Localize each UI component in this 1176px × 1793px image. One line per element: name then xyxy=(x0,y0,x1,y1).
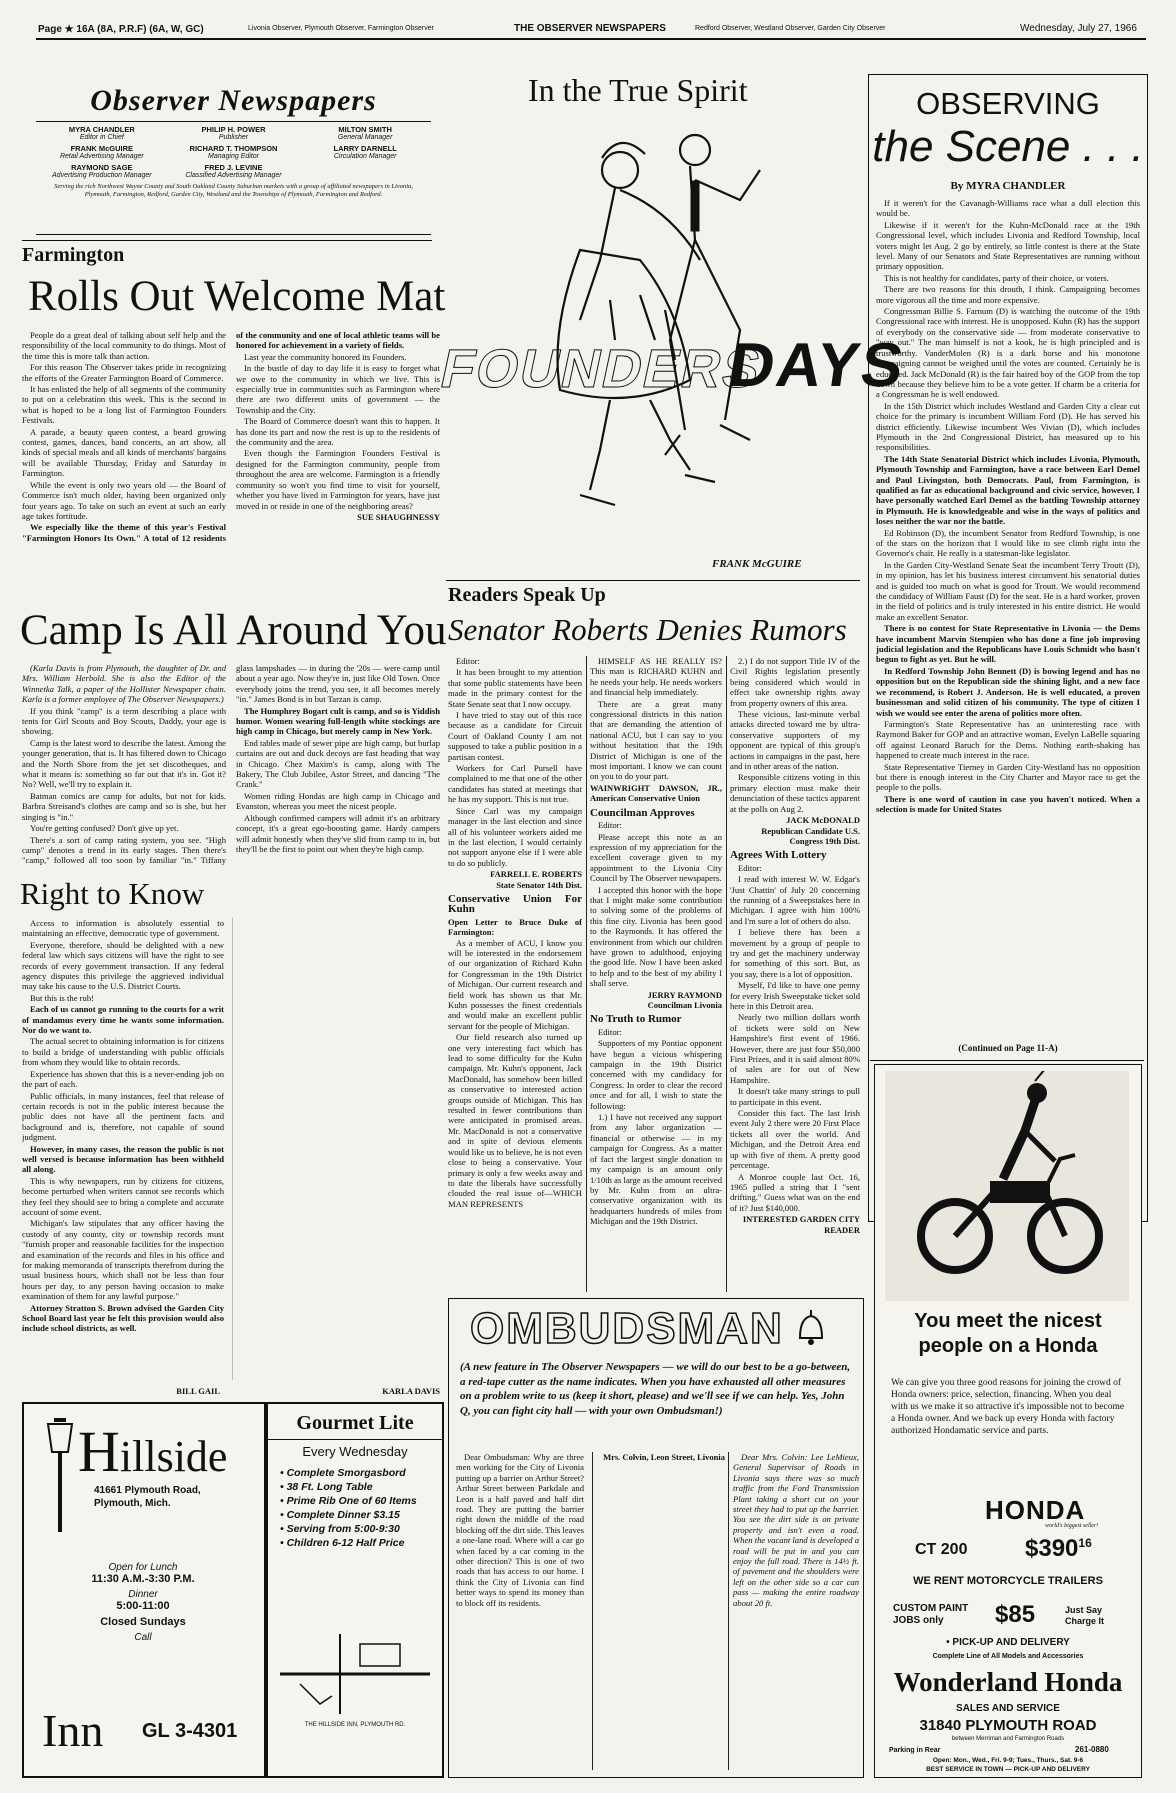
readers-kicker: Readers Speak Up xyxy=(448,584,606,606)
honda-brand-tag: world's biggest seller! xyxy=(1045,1523,1099,1529)
farmington-kicker: Farmington xyxy=(22,244,125,266)
letter-signature: Republican Candidate U.S. Congress 19th Dist. xyxy=(761,825,860,846)
page-number: Page ★ 16A (8A, P.R.F) (6A, W, GC) xyxy=(38,24,204,35)
letter-paragraph: 2.) I do not support Title IV of the Civil Rights legislation presently being considered which would in effect take ownership rights away from property owners of this area. xyxy=(730,656,860,708)
letter-paragraph: I read with interest W. W. Edgar's 'Just Chattin' of July 20 concerning the running of a Sweepstakes here in Michigan. I agree with him 100% and I'm sure a lot of others do also. xyxy=(730,874,860,926)
letter-paragraph: Responsible citizens voting in this primary election must make their denunciation of these tactics apparent at the polls on Aug 2. xyxy=(730,772,860,814)
letter-paragraph: I believe there has been a movement by a group of people to try and get the machinery underway for something of this sort. But, as you say, there is a lot of opposition. xyxy=(730,927,860,979)
farmington-headline: Rolls Out Welcome Mat xyxy=(28,273,446,320)
header-date: Wednesday, July 27, 1966 xyxy=(1020,23,1137,34)
readers-col2 xyxy=(590,656,727,1292)
ombudsman-letter-col: Dear Ombudsman: Why are three men working for the City of Livonia putting up a barrier on Arthur Street? Arthur Street between Parkdale and Leon is a half paved and half dirt road. They are putting the barrier right down the middle of the road blocking off the dirt side. This leaves a one-lane road. Where will a car go when faced by a car coming in the other direction? This is one of two roads that has access to our home. I think the City of Livonia can find better ways to spend its money than to block off its residents. xyxy=(456,1452,584,1608)
letter-paragraph: Please accept this note as an expression of my appreciation for the excellent coverage given to my appointment to the Livonia City Council by The Observer newspapers. xyxy=(590,831,722,884)
true-spirit-headline: In the True Spirit xyxy=(528,72,748,108)
gourmet-item: • Complete Dinner $3.15 xyxy=(280,1509,400,1521)
letter-subheading: Agrees With Lottery xyxy=(730,849,827,862)
letter-paragraph: There are a great many congressional districts in this nation that are demanding the attention of national ACU, but I can say to you without hesitation that the 19th District of Michigan is one of the most important. I know we can count on you to do your part. xyxy=(590,698,722,782)
honda-body: We can give you three good reasons for joining the crowd of Honda owners: price, selection, financing. When you deal with us we make it so attractive it's impossible not to become a Honda owner. And we back up every Honda with factory authorized Hondamatic service and parts. xyxy=(891,1378,1125,1436)
letter-paragraph: HIMSELF AS HE REALLY IS? This man is RICHARD KUHN and he needs your help. He needs workers and financial help immediately. xyxy=(590,656,722,698)
motorcycle-photo xyxy=(885,1071,1129,1301)
letter-signature: State Senator 14th Dist. xyxy=(496,879,582,890)
location-map xyxy=(280,1634,430,1714)
left-papers: Livonia Observer, Plymouth Observer, Farmington Observer xyxy=(248,25,434,32)
gourmet-title: Gourmet Lite xyxy=(296,1412,414,1434)
farmington-body: People do a great deal of talking about self help and the responsibility of the local community to do things. Most of the time this is more talk than action. For this reason The Observer takes pride in recognizing the efforts of the Greater Farmington Board of Commerce. It has enlisted the help of all segments of the community to put on a celebration this week. This is the second in what is hoped to be a long list of Farmington Founders Festivals. A parade, a beauty queen contest, a beard growing contest, games, dances, band concerts, an art show, all kinds of special meals and all kinds of merchants' bargains will be available Thursday, Friday and Saturday in Farmington. While the event is only two years old — the Board of Commerce isn't much older, having been organized only four years ago. To take on such an event at such an early age takes fortitude. We especially like the theme of this year's Festival "Farmington Honors Its Own." A total of 12 residents of the community and one of local athletic teams will be honored for achievement in a variety of fields. Last year the community honored its Founders. In the bustle of day to day life it is easy to forget what we owe to the community in which we live. This is especially true in communities such as Farmington where there are two different units of government — the Township and the City. The Board of Commerce doesn't want this to happen. It has done its part and now the rest is up to the residents of the community and the area. Even though the Farmington Founders Festival is designed for the Farmington community, people from throughout the area are welcome. Farmington is a friendly community so won't you find time to visit for yourself, whether you have lived in Farmington for years, have just moved in or reside in one of the neighboring areas? SUE SHAUGHNESSY xyxy=(22,330,440,543)
ombudsman-signer-col: Mrs. Colvin, Leon Street, Livonia xyxy=(592,1452,725,1770)
letter-paragraph: Editor: xyxy=(456,656,480,666)
readers-col1 xyxy=(448,656,587,1292)
honda-models-line: Complete Line of All Models and Accessories xyxy=(932,1653,1084,1660)
ombudsman-title: OMBUDSMAN xyxy=(470,1304,784,1353)
observing-continued: (Continued on Page 11-A) xyxy=(958,1043,1058,1053)
right-to-know-headline: Right to Know xyxy=(20,876,205,911)
ombudsman-intro: (A new feature in The Observer Newspapers — we will do our best to be a go-between, a red-tape cutter as the name indicates. When you have exhausted all other measures on a problem write to us (keep it short, please) and we'll see if we can help. Yes, John Q, you can fight city hall — with your own Ombudsman!) xyxy=(460,1361,851,1417)
letter-paragraph: It has been brought to my attention that some public statements have been made in the primary contest for the State Senate seat that I now occupy. xyxy=(448,667,582,709)
hillside-inn: Inn xyxy=(42,1705,104,1756)
letter-paragraph: As a member of ACU, I know you will be interested in the endorsement of our organization of Richard Kuhn for Congressman in the 19th District of Michigan. Our current research and field work has shown us that Mr. Kuhn possesses the finest credentials and would make an excellent public servant for the people of Michigan. xyxy=(448,937,582,1031)
letter-paragraph: I have tried to stay out of this race because as a candidate for Circuit Court of Oakland County I am not supposed to take a public position in a partisan contest. xyxy=(448,710,582,762)
camp-note xyxy=(232,918,441,1380)
letter-paragraph: Since Carl was my campaign manager in the last election and since all of his volunteer workers aided me in the last election, I would certainly not support anyone else if I were able to do so publicly. xyxy=(448,805,582,868)
masthead: Observer Newspapers MYRA CHANDLER Editor in Chief PHILIP H. POWER Publisher MILTON SMITH General Manager FRANK McGUIRE Retail Advertising Manager RICHARD T. THOMPSON Managing Editor LARRY DARNELL Circulation Manager RAYMOND SAGE Advertising Production Manager FRED J. LEVINE Classified Advertising Manager Serving the rich Northwest Wayne County and South Oakland County Suburban markets with a group of affiliated newspapers in Livonia, Plymouth, Farmington, Redford, Garden City, Westland and the Townships of Plymouth, Farmington and Redford. xyxy=(36,84,431,235)
letter-paragraph: These vicious, last-minute verbal attacks directed toward me by ultra-conservative supporters of my opponent are typical of this group's actions in campaigns in the past, here and in other areas of the nation. xyxy=(730,709,860,772)
letter-subheading: Councilman Approves xyxy=(590,806,695,819)
letter-signature: WAINWRIGHT DAWSON, JR., American Conservative Union xyxy=(590,782,722,804)
observing-title-top: OBSERVING xyxy=(916,86,1100,121)
readers-headline: Senator Roberts Denies Rumors xyxy=(448,612,847,647)
observing-title-bottom: the Scene . . . xyxy=(872,122,1144,171)
gourmet-item: • Children 6-12 Half Price xyxy=(280,1537,405,1549)
honda-between: between Merriman and Farmington Roads xyxy=(951,1736,1065,1742)
letter-paragraph: Editor: xyxy=(598,1026,622,1037)
honda-paint-note: Just Say Charge It xyxy=(1065,1605,1105,1626)
letter-paragraph: Supporters of my Pontiac opponent have begun a vicious whispering campaign in the 19th District concerned with my candidacy for Congress. In order to clear the record once and for all, I wish to state the following: xyxy=(590,1038,722,1111)
camp-byline: KARLA DAVIS xyxy=(382,1386,440,1396)
ombudsman-reply-col: Dear Mrs. Colvin: Lee LeMieux, General Supervisor of Roads in Livonia says there was so much traffic from the Ford Transmission Plant taking a short cut on your street they had to put up the barrier. You see the dirt side is on private property and isn't even a road. When the vacant land is developed a road will be put in and you can enjoy the full road. There is 14½ ft. of pavement and the shoulders were left on the other side so a car can pass — making the entire roadway about 20 ft. xyxy=(728,1452,859,1770)
hillside-phone: GL 3-4301 xyxy=(142,1720,238,1742)
gourmet-item: • Prime Rib One of 60 Items xyxy=(280,1495,417,1507)
gourmet-ad xyxy=(266,1402,444,1778)
honda-dealer-sub: SALES AND SERVICE xyxy=(956,1703,1060,1714)
right-to-know-byline: BILL GAIL xyxy=(176,1386,220,1396)
letter-paragraph: Myself, I'd like to have one penny for every Irish Sweepstake ticket sold here in this Detroit area. xyxy=(730,980,860,1011)
lamp-icon xyxy=(38,1414,82,1534)
letter-paragraph: A Monroe couple last Oct. 16, 1965 pulled a string that I "sent drifting." Guess what was on the end of it? Just $140,000. xyxy=(730,1171,860,1213)
banner-founders: FOUNDERS xyxy=(435,339,768,399)
banner-days: DAYS xyxy=(725,331,910,400)
hillside-ad xyxy=(22,1402,266,1778)
letter-paragraph: Our field research also turned up one very interesting fact which has lead to some difficulty for the Kuhn campaign. Mr. Kuhn's opponent, Jack MacDonald, has somehow been billed as conservative to interested action groups outside of Michigan. This has resulted in fewer contributions than were anticipated in promised areas. Mr. MacDonald is not a conservative and in spite of devious elements would like us to believe, he is not even close to being a conservative. Your primary is only a few weeks away and to date the liberals have successfully clouded the real issue of—WHICH MAN REPRESENTS xyxy=(448,1032,582,1209)
honda-pickup: • PICK-UP AND DELIVERY xyxy=(946,1637,1070,1648)
letter-signature: Councilman Livonia xyxy=(647,1000,722,1010)
letter-subheading: Conservative Union For Kuhn xyxy=(448,892,582,916)
honda-paint-price: $85 xyxy=(995,1601,1036,1628)
camp-headline: Camp Is All Around You xyxy=(20,607,447,654)
header-title: THE OBSERVER NEWSPAPERS xyxy=(514,23,666,34)
right-papers: Redford Observer, Westland Observer, Garden City Observer xyxy=(695,25,886,32)
letter-paragraph: Editor: xyxy=(738,862,762,873)
honda-ad xyxy=(874,1064,1142,1778)
readers-col3 xyxy=(730,656,860,1292)
letter-paragraph: It doesn't take many strings to pull to participate in this event. xyxy=(730,1086,860,1107)
hillside-hours: Open for Lunch 11:30 A.M.-3:30 P.M. Dinner 5:00-11:00 Closed Sundays Call xyxy=(91,1562,195,1643)
honda-model: CT 200 xyxy=(915,1541,968,1558)
honda-phone: 261-0880 xyxy=(1075,1745,1109,1754)
honda-parking: Parking in Rear xyxy=(889,1747,941,1754)
honda-paint-label: CUSTOM PAINT JOBS only xyxy=(893,1603,969,1626)
hillside-address: 41661 Plymouth Road, Plymouth, Mich. xyxy=(94,1485,201,1509)
letter-paragraph: Consider this fact. The last Irish event July 2 there were 20 First Place tickets all over the world. And Michigan, and the Detroit Area end up with five of them. A pretty good percentage. xyxy=(730,1108,860,1171)
letter-paragraph: 1.) I have not received any support from any labor organization — financial or otherwise — in my campaign for Congress. As a matter of fact the largest single donation to my campaign is an amount only 1/10th as large as the amount received by Mr. Kuhn from an ultra-conservative organization with its headquarters hundreds of miles from Michigan and the 19th District. xyxy=(590,1112,722,1227)
letter-signature: INTERESTED GARDEN CITY READER xyxy=(742,1214,860,1235)
letter-paragraph: Nearly two million dollars worth of tickets were sold on New Hampshire's first event of 1966. However, there are just four $50,000 First Prizes, and it is said almost 80% of sales are for out of New Hampshire. xyxy=(730,1012,860,1085)
letter-signature: Open Letter to Bruce Duke of Farmington: xyxy=(448,916,582,938)
masthead-serving: Serving the rich Northwest Wayne County and South Oakland County Suburban markets with a group of affiliated newspapers in Livonia, Plymouth, Farmington, Redford, Garden City, Westland and the Townships of Plymouth, Farmington and Redford. xyxy=(54,183,413,198)
honda-dealer: Wonderland Honda xyxy=(893,1667,1123,1697)
gourmet-item: • Serving from 5:00-9:30 xyxy=(280,1523,400,1535)
artist-signature: FRANK McGUIRE xyxy=(712,558,802,570)
letter-subheading: No Truth to Rumor xyxy=(590,1013,682,1026)
masthead-logo: Observer Newspapers xyxy=(90,84,377,117)
honda-slogan: You meet the nicest people on a Honda xyxy=(914,1310,1102,1357)
letter-paragraph: Workers for Carl Pursell have complained to me that one of the other candidates has stated at meetings that he has my support. This is not true. xyxy=(448,763,582,805)
honda-price: $\$390^{16}$ xyxy=(1025,1535,1092,1562)
observing-body: If it weren't for the Cavanagh-Williams race what a dull election this would be. Likewise if it weren't for the Kuhn-McDonald race at the 19th Congressional level, which includes Livonia and Redford Township, local voters might let Aug. 2 go by entirely, so little contest is there at the State level. Many of our Senators and State Representatives are running without primary opposition. This is not healthy for candidates, party of their choice, or voters. There are two reasons for this drouth, I think. Campaigning becomes more vigorous all the time and more expensive. Congressman Billie S. Farnum (D) is watching the outcome of the 19th Congressional race with interest. He is unopposed. Kuhn (R) has the support of everybody on the conservative side — from moderate conservative to "way out." The man himself is not a kook, he is high principled and is trustworthy. VanderMolen (R) is a dark horse and his monotone campaigning cannot be weighed until the votes are counted. Certainly he is educated. Jack McDonald (R) is the fair haired boy of the GOP from the top down because they believe him to be a vote getter. If charm be a criteria for a Congressman he is well endowed. In the 15th District which includes Westland and Garden City a clear cut choice for the primary is incumbent William Ford (D). He has served his district efficiently. Likewise incumbent Wes Vivian (D), which includes Plymouth in the 2nd Congressional District, has measured up to his responsibilities. The 14th State Senatorial District which includes Livonia, Plymouth, Plymouth Township and Farmington, have a race between Earl Demel and Paul Livingston, both Democrats. Paul, from Farmington, is qualified as far as educational background and civic service, however, I have personally watched Earl Demel as the battling Township attorney in Plymouth. He is knowledgeable and wise in the ways of politics and loses neither the war nor the battle. Ed Robinson (D), the incumbent Senator from Redford Township, is one of the stars on the horizon that I would like to see climb right into the Governor's chair. He really is a statesman-like legislator. In the Garden City-Westland Senate Seat the incumbent Terry Troutt (D), in my opinion, has let his business interest circumvent his senatorial duties and is guided too much on what is good for Troutt. We would recommend the candidacy of William Faust (D) for the seat. He is a hard worker, proven in the field of politics and is truly interested in his entire district. He would make an excellent Senator. There is no contest for State Representative in Livonia — the Dems have incumbent Marvin Stempien who has done a fine job improving judicial legislation and the Republicans have Louis Schmidt who hasn't begun to fight as yet. But he will. In Redford Township John Bennett (D) is bowing legend and has no opposition but on the Republican side the shining light, and a new face we recommend, is Robert J. Anderson. He is well educated, a proven businessman and solid citizen of his community. The type of citizen I wish we would see enter the arena of politics more often. Farmington's State Representative has an uninteresting race with Raymond Baker for GOP and an attractive woman, Evelyn LaBelle squaring off against Leonard Baruch for the Dems. Nothing earth-shaking has happened to create much interest in the race. State Representative Tierney in Garden City-Westland has no opposition but there is enough interest in the City Charter and Mayor race to get the people to the polls. There is one word of caution in case you haven't noticed. When a selection is made for United States xyxy=(876,198,1140,815)
honda-best: BEST SERVICE IN TOWN — PICK-UP AND DELIVERY xyxy=(926,1766,1090,1773)
honda-dealer-address: 31840 PLYMOUTH ROAD xyxy=(919,1717,1097,1734)
honda-trailers: WE RENT MOTORCYCLE TRAILERS xyxy=(913,1575,1103,1587)
gourmet-item: • Complete Smorgasbord xyxy=(280,1467,406,1479)
right-to-know-body: Access to information is absolutely essential to maintaining an effective, democratic type of government. Everyone, therefore, should be delighted with a new federal law which says citizens will have the right to see records of every government transaction. If any federal agency disputes this privilege the aggrieved individual may take his cause to the U.S. District Courts. But this is the rub! Each of us cannot go running to the courts for a writ of mandamus every time he wants some information. Nor do we want to. The actual secret to obtaining information is for citizens to build a bridge of understanding with public officials from whom they would like to obtain records. Experience has shown that this is a never-ending job on the part of each. Public officials, in many instances, feel that release of certain records is not in the public interest because the public does not have all the pertinent facts and background and is, therefore, not capable of sound judgment. However, in many cases, the reason the public is not well versed is because information has been withheld all along. This is why newspapers, run by citizens for citizens, become perturbed when writers cannot see records which they feel they should see to bring a complete and accurate account of some event. Michigan's law stipulates that any officer having the custody of any county, city or township records must "furnish proper and reasonable facilities for the inspection and examination of the records and files in his office and for making memoranda of transcripts therefrom during the usual business hours, which shall not be less than four hours per day, to any person having occasion to make examination of them for any lawful purpose." Attorney Stratton S. Brown advised the Garden City School Board last year he felt this provision would also include school districts, as well. xyxy=(22,918,224,1334)
letter-signature: JACK McDONALD xyxy=(786,815,860,826)
liberty-bell-icon xyxy=(794,1308,828,1348)
gourmet-map-label: THE HILLSIDE INN, PLYMOUTH RD. xyxy=(304,1722,406,1728)
hillside-name: Hillside xyxy=(78,1419,228,1484)
gourmet-sub: Every Wednesday xyxy=(268,1439,442,1459)
farmington-byline: SUE SHAUGHNESSY xyxy=(357,511,440,522)
letter-paragraph: Editor: xyxy=(598,820,622,831)
observing-byline: By MYRA CHANDLER xyxy=(950,180,1066,192)
letter-signature: FARRELL E. ROBERTS xyxy=(490,869,582,880)
honda-brand: HONDA xyxy=(985,1495,1086,1525)
letter-signature: JERRY RAYMOND xyxy=(647,989,722,1000)
honda-hours: Open: Mon., Wed., Fri. 9-9; Tues., Thurs., Sat. 9-6 xyxy=(932,1757,1084,1764)
camp-body: (Karla Davis is from Plymouth, the daughter of Dr. and Mrs. William Herbold. She is also the Editor of the Winnetka Talk, a paper of the Hollister Newspaper chain. Karla is a former employee of The Observer Newspapers.) If you think "camp" is a term describing a place with tents for Girl Scouts and Boy Scouts, Daddy, your age is showing. Camp is the latest word to describe the latest. Among the younger generation, that is. It has filtered down to Chicago and the North Shore from the jet set discotheques, and what it means is: something so far out that it's in. Got it? No? Well, we'll try to explain it. Batman comics are camp for adults, but not for kids. Barbra Streisand's clothes are camp and so is she, but her singing is "in." You're getting confused? Don't give up yet. There's a sort of camp rating system, you see. "High camp" denotes a trend in its early stages. Then there's "camp," followed all too soon by familiar "in." Tiffany glass lampshades — in during the '20s — were camp until about a year ago. Now they're in, just like Old Town. Once everybody joins the trend, you see, it all becomes merely "in." James Bond is in but Tarzan is camp. The Humphrey Bogart cult is camp, and so is Yiddish humor. Women wearing full-length white stockings are high camp in Chicago, but merely camp in New York. End tables made of sewer pipe are high camp, but burlap curtains are out and duck decoys are fast heading that way in Chicago. Chez Maxim's is camp, along with The Bakery, The Club Jubilee, Astor Street, and dancing "The Crank." Women riding Hondas are high camp in Chicago and Evanston, whereas you meet the nicest people. Although confirmed campers will admit it's an arbitrary concept, it's a great ego-boosting game. Hardy campers will admit honestly when they've slid from camp to in, but they'll be the first to point out when they're high camp. xyxy=(22,663,440,866)
letter-paragraph: I accepted this honor with the hope that I might make some contribution to solving some of the problems of this fine city. Livonia has been good to the Raymonds. It has offered the environment from which our children have grown to adulthood, enjoying the good life. Now I have been asked to help and to the best of my ability I shall serve. xyxy=(590,884,722,989)
gourmet-item: • 38 Ft. Long Table xyxy=(280,1481,373,1493)
